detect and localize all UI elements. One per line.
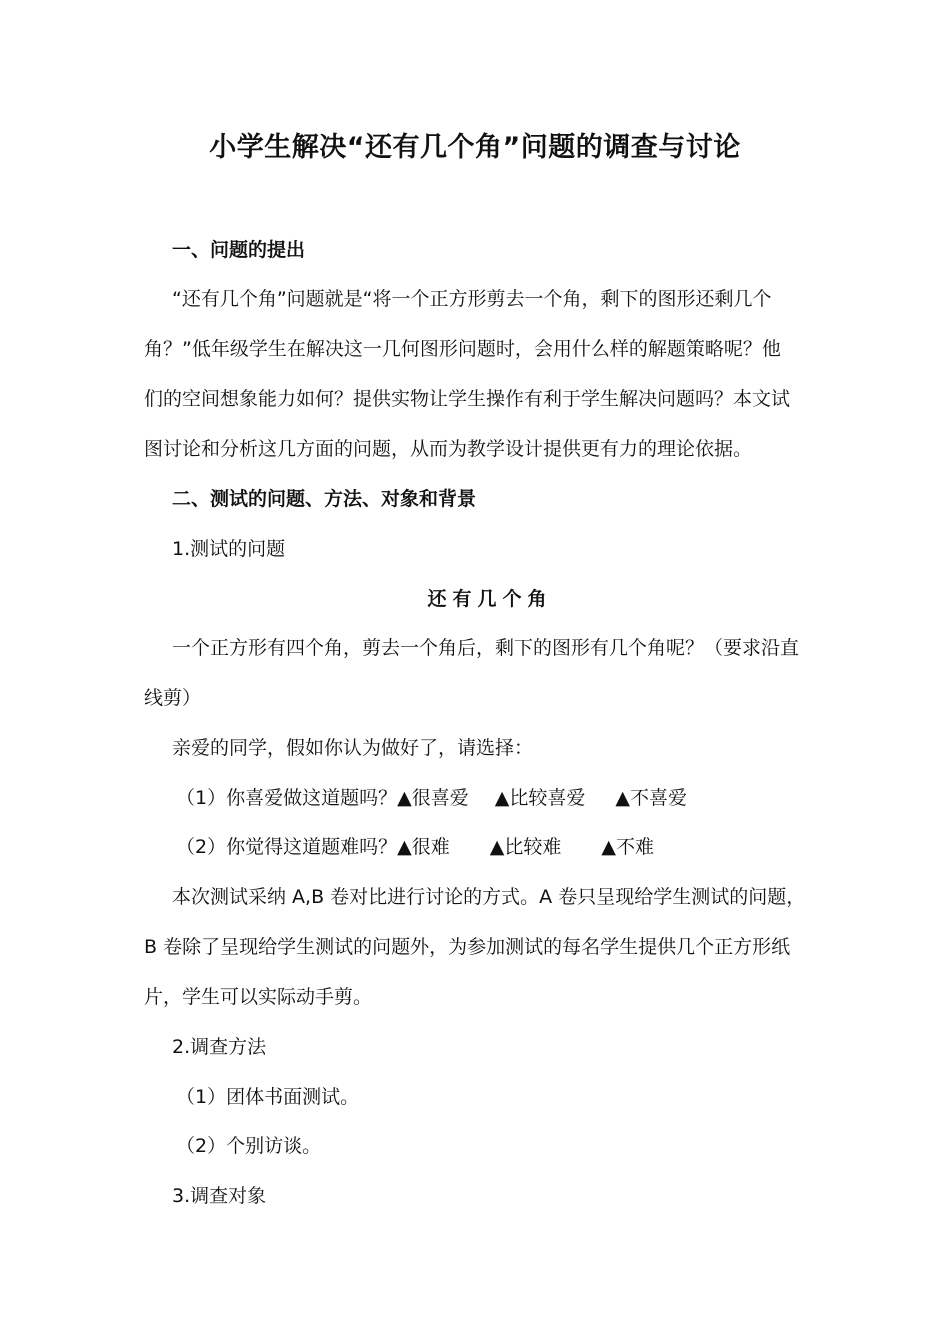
test-title: 还有几个角 xyxy=(427,588,553,610)
survey-prompt: 亲爱的同学，假如你认为做好了，请选择： xyxy=(172,737,534,759)
paragraph-line: 片，学生可以实际动手剪。 xyxy=(144,986,373,1008)
question-line: 一个正方形有四个角，剪去一个角后，剩下的图形有几个角呢？（要求沿直 xyxy=(172,637,800,659)
paragraph-line: 图讨论和分析这几方面的问题，从而为教学设计提供更有力的理论依据。 xyxy=(144,438,753,460)
survey-question-1 xyxy=(176,783,687,813)
choice-option: ▲比较难 xyxy=(489,836,562,858)
choice-option: ▲比较喜爱 xyxy=(494,787,586,809)
choice-option: ▲很喜爱 xyxy=(397,787,469,809)
choice-option: ▲很难 xyxy=(397,836,450,858)
section-heading-test: 二、测试的问题、方法、对象和背景 xyxy=(172,488,477,510)
paragraph-line: 本次测试采纳 A,B 卷对比进行讨论的方式。A 卷只呈现给学生测试的问题， xyxy=(172,886,806,908)
method-item: （1）团体书面测试。 xyxy=(176,1086,360,1108)
survey-question-2-text: （2）你觉得这道题难吗？ xyxy=(176,836,398,858)
subheading-survey-subjects: 3.调查对象 xyxy=(172,1185,267,1207)
choice-option: ▲不喜爱 xyxy=(615,787,687,809)
survey-question-2 xyxy=(176,832,654,862)
subheading-survey-method: 2.调查方法 xyxy=(172,1036,267,1058)
paragraph-line: 角？”低年级学生在解决这一几何图形问题时，会用什么样的解题策略呢？他 xyxy=(144,338,781,360)
section-heading-problem: 一、问题的提出 xyxy=(172,239,306,261)
paragraph-line: “还有几个角”问题就是“将一个正方形剪去一个角，剩下的图形还剩几个 xyxy=(172,288,772,310)
document-title: 小学生解决“还有几个角”问题的调查与讨论 xyxy=(209,132,741,163)
subheading-test-question: 1.测试的问题 xyxy=(172,538,286,560)
method-item: （2）个别访谈。 xyxy=(176,1135,322,1157)
survey-question-1-text: （1）你喜爱做这道题吗？ xyxy=(176,787,398,809)
question-line: 线剪） xyxy=(144,687,202,709)
paragraph-line: B 卷除了呈现给学生测试的问题外，为参加测试的每名学生提供几个正方形纸 xyxy=(144,936,791,958)
paragraph-line: 们的空间想象能力如何？提供实物让学生操作有利于学生解决问题吗？本文试 xyxy=(144,388,791,410)
choice-option: ▲不难 xyxy=(601,836,654,858)
